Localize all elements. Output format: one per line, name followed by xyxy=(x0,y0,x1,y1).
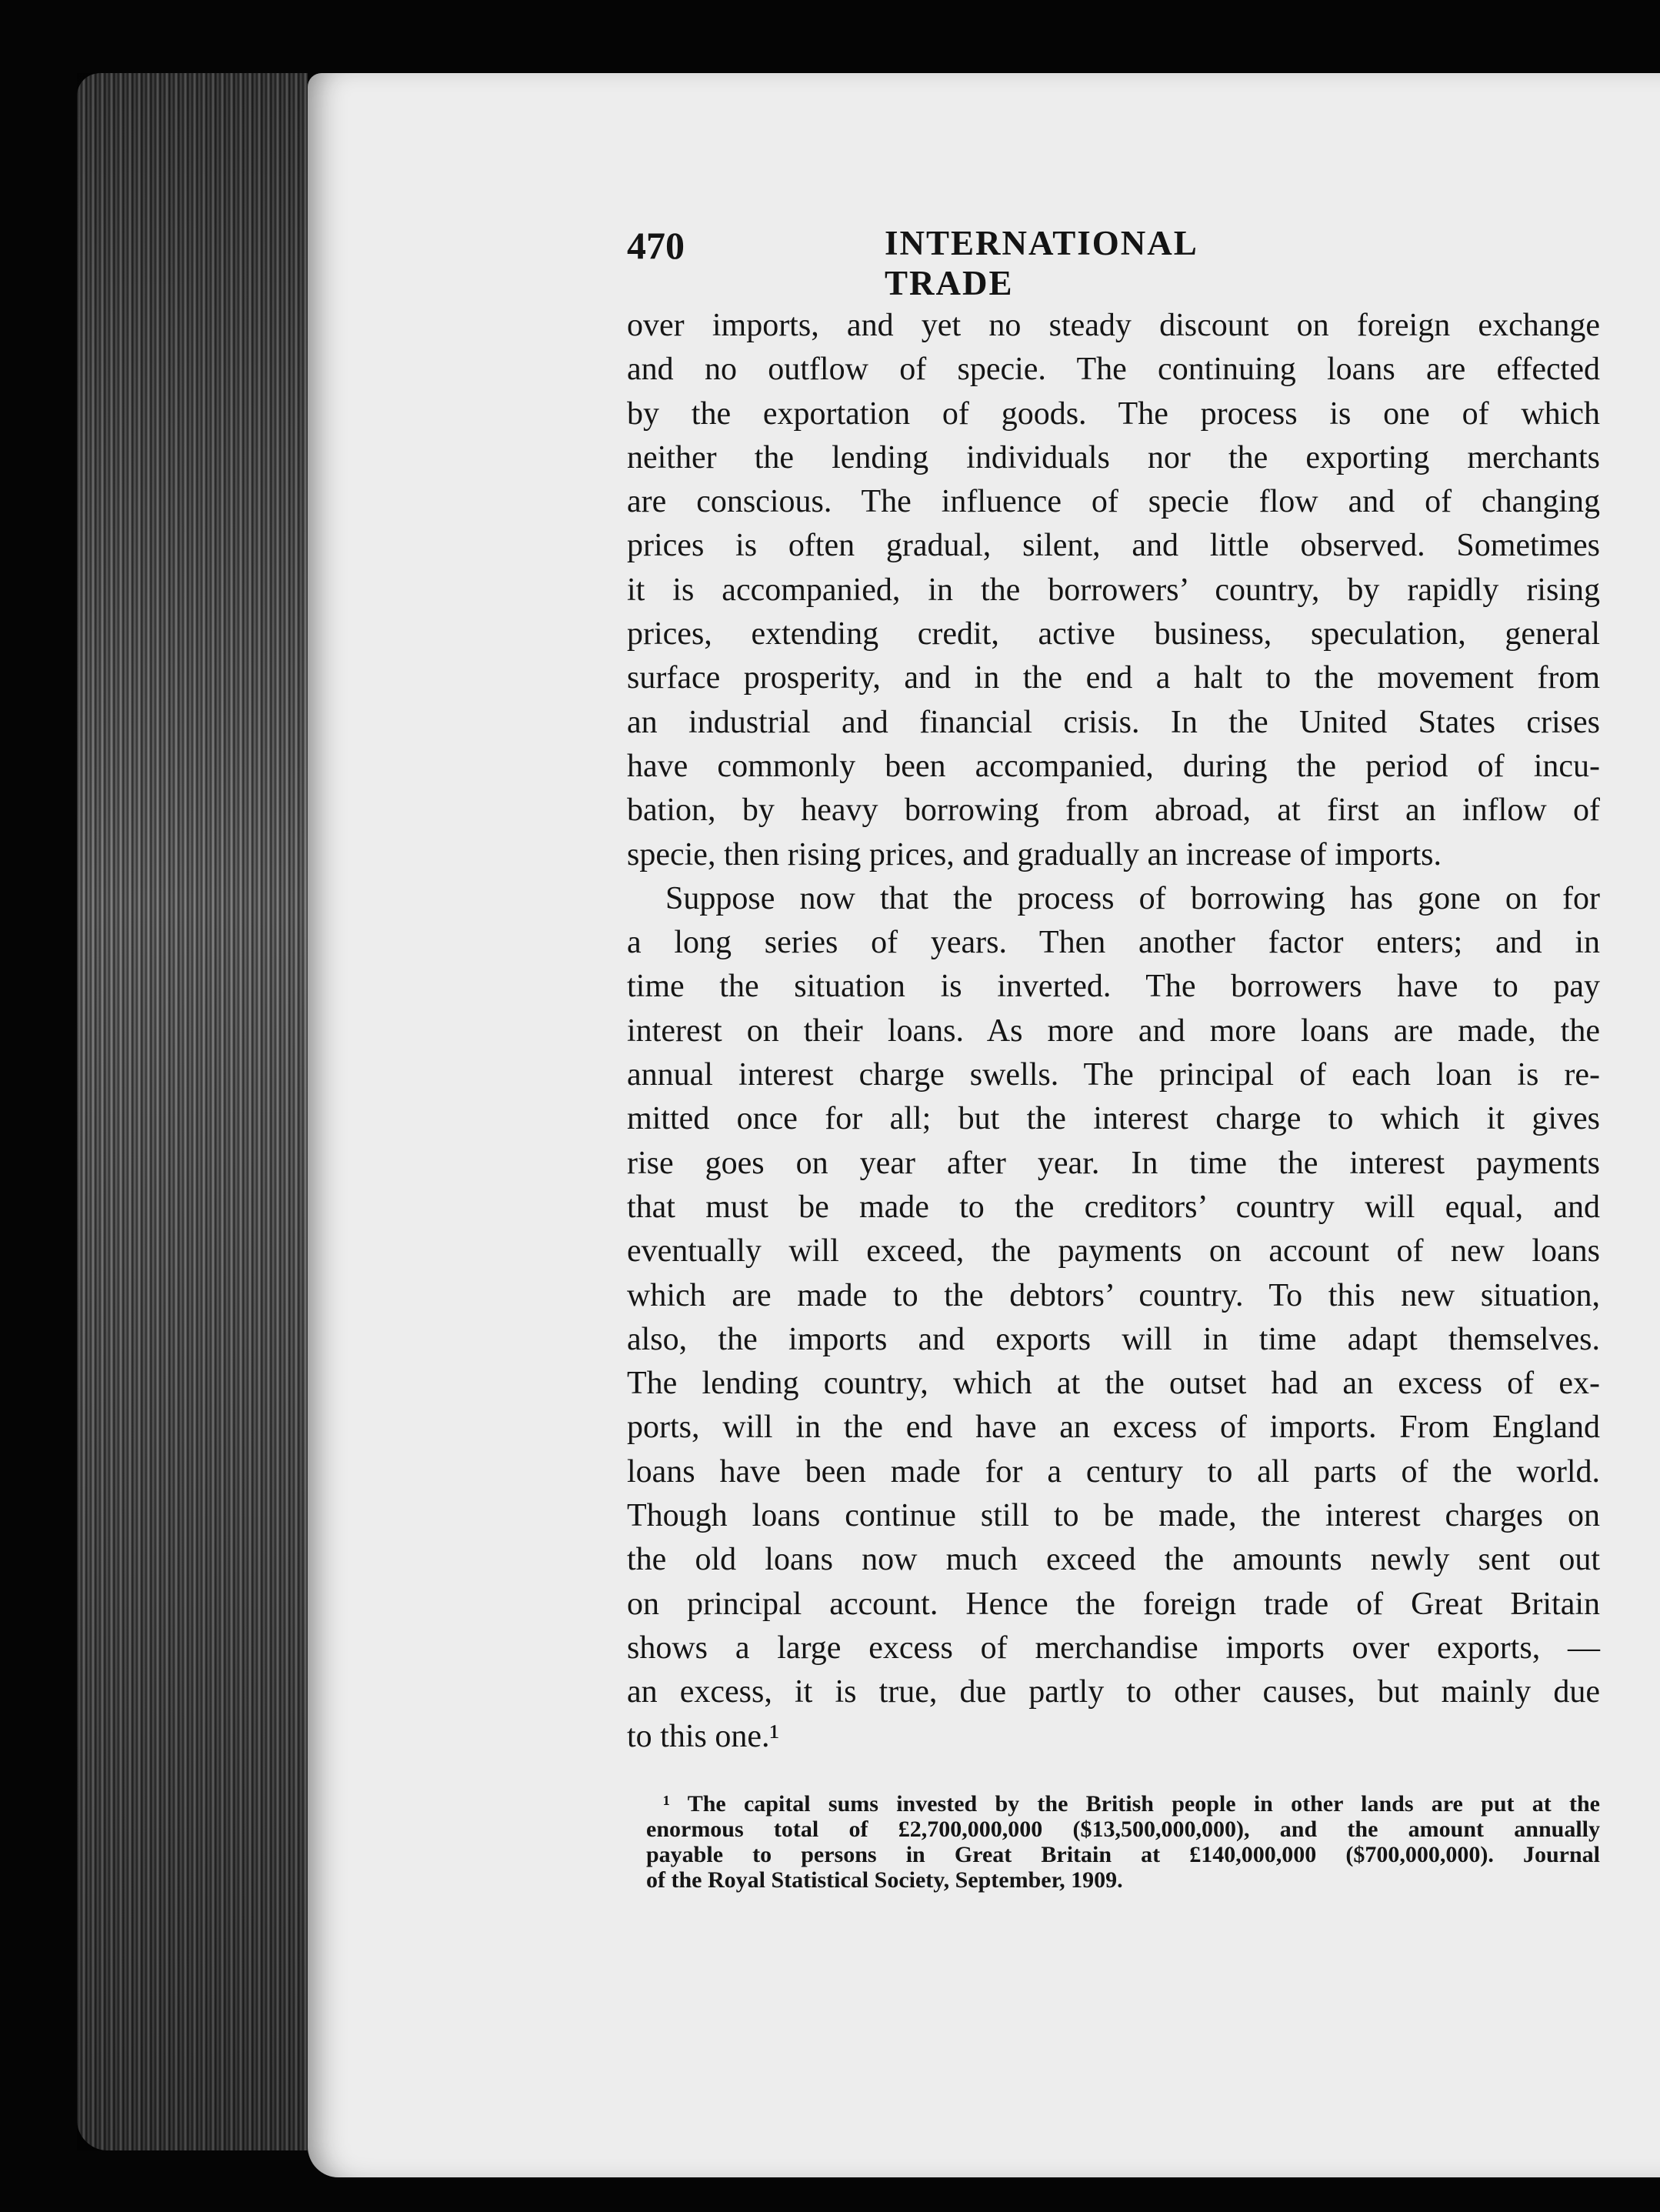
text-line: rise goes on year after year. In time the interest payments xyxy=(627,1145,1600,1181)
text-line: neither the lending individuals nor the exporting merchants xyxy=(627,439,1600,475)
footnote xyxy=(646,1791,1600,1893)
running-title: INTERNATIONAL TRADE xyxy=(885,224,1197,302)
footnote-line: ¹ The capital sums invested by the British people in other lands are put at the xyxy=(663,1791,1600,1817)
text-line: a long series of years. Then another factor enters; and in xyxy=(627,925,1600,961)
text-line: and no outflow of specie. The continuing loans are effected xyxy=(627,352,1600,388)
text-line: over imports, and yet no steady discount on foreign exchange xyxy=(627,308,1600,343)
text-line: surface prosperity, and in the end a halt to the movement from xyxy=(627,660,1600,696)
text-line: the old loans now much exceed the amounts newly sent out xyxy=(627,1542,1600,1578)
text-line: loans have been made for a century to all parts of the world. xyxy=(627,1453,1600,1490)
text-line: prices is often gradual, silent, and little observed. Sometimes xyxy=(627,528,1600,564)
text-line: that must be made to the creditors’ country will equal, and xyxy=(627,1189,1600,1225)
text-line: annual interest charge swells. The principal of each loan is re- xyxy=(627,1057,1600,1093)
text-line: Though loans continue still to be made, the interest charges on xyxy=(627,1498,1600,1534)
text-line: ports, will in the end have an excess of imports. From England xyxy=(627,1410,1600,1446)
text-line: are conscious. The influence of specie flow and of changing xyxy=(627,484,1600,520)
footnote-line: of the Royal Statistical Society, September, 1909. xyxy=(646,1867,1123,1893)
text-line: eventually will exceed, the payments on account of new loans xyxy=(627,1233,1600,1269)
text-line: specie, then rising prices, and gradually an increase of imports. xyxy=(627,836,1442,872)
text-line: an industrial and financial crisis. In the United States crises xyxy=(627,704,1600,740)
text-line: interest on their loans. As more and more loans are made, the xyxy=(627,1013,1600,1049)
footnote-line: payable to persons in Great Britain at £140,000,000 ($700,000,000). Journal xyxy=(646,1842,1600,1867)
text-line: mitted once for all; but the interest charge to which it gives xyxy=(627,1101,1600,1137)
text-line: have commonly been accompanied, during the period of incu- xyxy=(627,748,1600,784)
running-head xyxy=(627,223,1319,302)
text-line: The lending country, which at the outset had an excess of ex- xyxy=(627,1366,1600,1402)
text-line: bation, by heavy borrowing from abroad, at first an inflow of xyxy=(627,792,1600,829)
page-number: 470 xyxy=(627,224,685,267)
footnote-line: enormous total of £2,700,000,000 ($13,500,000,000), and the amount annually xyxy=(646,1817,1600,1842)
text-line: by the exportation of goods. The process is one of which xyxy=(627,395,1600,432)
text-line: on principal account. Hence the foreign trade of Great Britain xyxy=(627,1586,1600,1622)
text-line: an excess, it is true, due partly to other causes, but mainly due xyxy=(627,1674,1600,1710)
text-line: which are made to the debtors’ country. To this new situation, xyxy=(627,1277,1600,1313)
text-line: shows a large excess of merchandise imports over exports, — xyxy=(627,1630,1600,1666)
text-line: also, the imports and exports will in time adapt themselves. xyxy=(627,1321,1600,1357)
text-line: to this one.¹ xyxy=(627,1718,780,1754)
text-line: Suppose now that the process of borrowing has gone on for xyxy=(665,880,1600,916)
text-line: prices, extending credit, active business, speculation, general xyxy=(627,616,1600,652)
text-line: it is accompanied, in the borrowers’ country, by rapidly rising xyxy=(627,572,1600,608)
text-line: time the situation is inverted. The borrowers have to pay xyxy=(627,969,1600,1005)
body-text xyxy=(627,304,1600,1759)
book-page-edges xyxy=(77,73,308,2150)
